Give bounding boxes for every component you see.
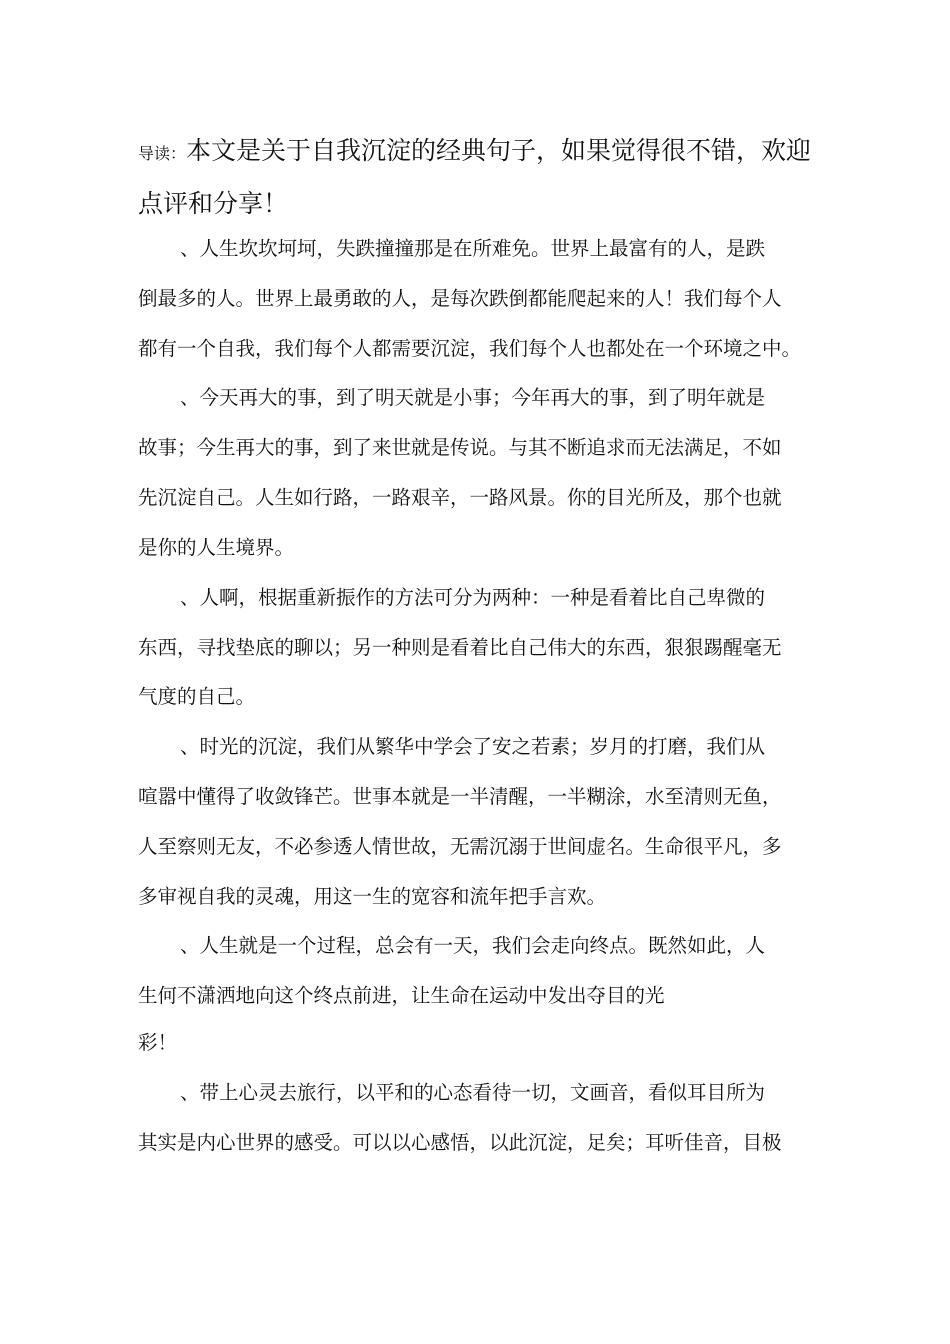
paragraph-line: 、带上心灵去旅行，以平和的心态看待一切，文画音，看似耳目所为 [180, 1081, 766, 1104]
intro-label: 导读： [138, 144, 187, 163]
paragraph-line: 、人生就是一个过程，总会有一天，我们会走向终点。既然如此，人 [180, 934, 766, 957]
intro-text: 本文是关于自我沉淀的经典句子，如果觉得很不错，欢迎点评和分享！ [138, 136, 812, 218]
paragraph-line: 生何不潇洒地向这个终点前进，让生命在运动中发出夺目的光 [138, 984, 665, 1007]
paragraph-line: 是你的人生境界。 [138, 536, 295, 559]
paragraph-line: 东西，寻找垫底的聊以；另一种则是看着比自己伟大的东西，狠狠踢醒毫无 [138, 636, 782, 659]
paragraph-line: 、人啊，根据重新振作的方法可分为两种：一种是看着比自己卑微的 [180, 586, 766, 609]
paragraph-line: 其实是内心世界的感受。可以以心感悟，以此沉淀，足矣；耳听佳音，目极 [138, 1131, 782, 1154]
paragraph-line: 人至察则无友，不必参透人情世故，无需沉溺于世间虚名。生命很平凡，多 [138, 835, 782, 858]
intro-paragraph [138, 126, 818, 229]
paragraph-line: 多审视自我的灵魂，用这一生的宽容和流年把手言欢。 [138, 885, 607, 908]
paragraph-line: 彩！ [138, 1031, 178, 1054]
paragraph-line: 、人生坎坎坷坷，失跌撞撞那是在所难免。世界上最富有的人，是跌 [180, 237, 766, 260]
paragraph-line: 故事；今生再大的事，到了来世就是传说。与其不断追求而无法满足，不如 [138, 436, 782, 459]
paragraph-line: 气度的自己。 [138, 685, 256, 708]
paragraph-line: 喧嚣中懂得了收敛锋芒。世事本就是一半清醒，一半糊涂，水至清则无鱼， [138, 785, 782, 808]
paragraph-line: 倒最多的人。世界上最勇敢的人，是每次跌倒都能爬起来的人！我们每个人 [138, 287, 782, 310]
paragraph-line: 、时光的沉淀，我们从繁华中学会了安之若素；岁月的打磨，我们从 [180, 735, 766, 758]
paragraph-line: 先沉淀自己。人生如行路，一路艰辛，一路风景。你的目光所及，那个也就 [138, 486, 782, 509]
paragraph-line: 都有一个自我，我们每个人都需要沉淀，我们每个人也都处在一个环境之中。 [138, 337, 802, 360]
paragraph-line: 、今天再大的事，到了明天就是小事；今年再大的事，到了明年就是 [180, 386, 766, 409]
